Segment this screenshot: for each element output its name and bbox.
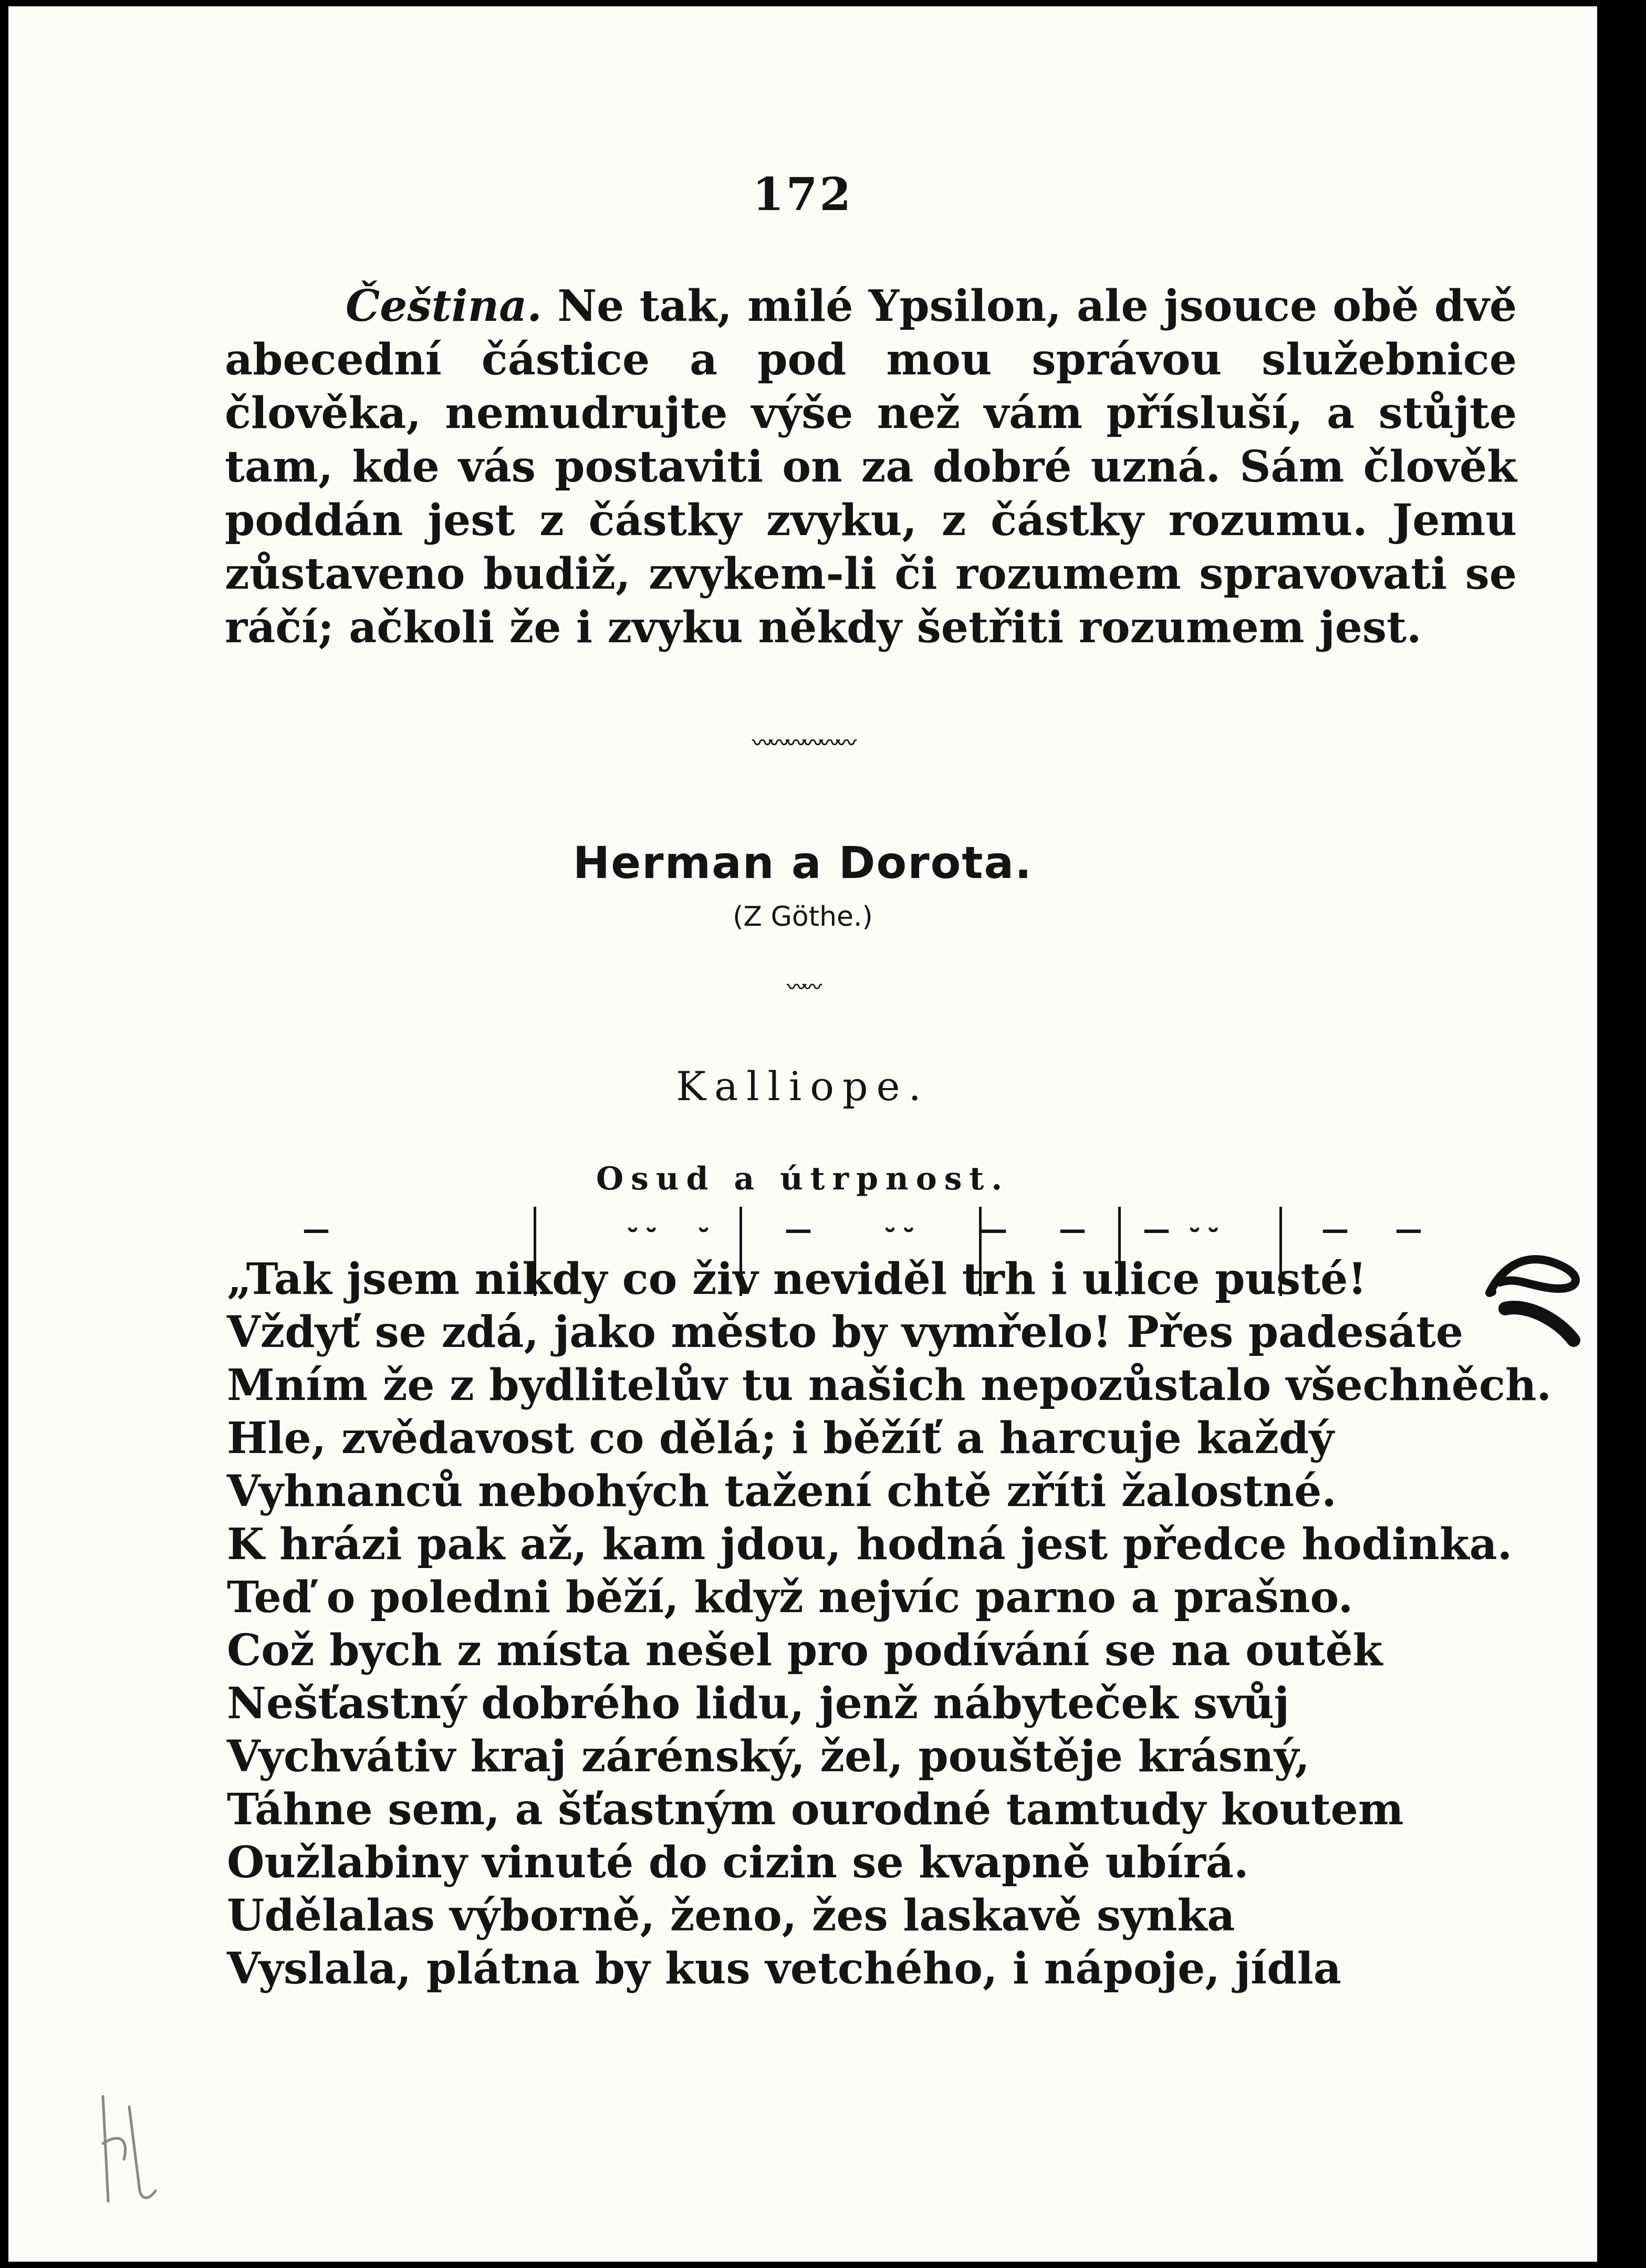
section-subtitle: (Z Göthe.): [733, 901, 873, 933]
ornamental-divider: 〰〰〰〰〰〰: [752, 731, 853, 755]
verse-line: Mním že z bydlitelův tu našich nepozůstalo všechněch.: [227, 1360, 1552, 1410]
verse-line: Udělalas výborně, ženo, žes laskavě synka: [227, 1890, 1235, 1941]
metrical-mark: —: [1143, 1214, 1170, 1246]
metrical-mark: —: [303, 1214, 330, 1246]
dialogue-text: [225, 279, 1517, 654]
verse-line: Vychvátiv kraj zárénský, žel, pouštěje krásný,: [227, 1731, 1310, 1782]
canto-title: Kalliope.: [676, 1063, 930, 1110]
page-number: 172: [752, 168, 853, 221]
metrical-mark: ⏑ ⏑: [628, 1214, 656, 1246]
metrical-mark: —: [785, 1214, 812, 1246]
metrical-mark: —: [1059, 1214, 1086, 1246]
verse-line: Nešťastný dobrého lidu, jenž nábyteček svůj: [227, 1678, 1290, 1729]
verse-line: Teď o poledni běží, když nejvíc parno a prašno.: [227, 1572, 1353, 1623]
ornamental-divider-short: 〰〰: [787, 977, 819, 998]
verse-block: [227, 1253, 1550, 1995]
metrical-mark: ⏑: [699, 1214, 709, 1246]
verse-line: Táhne sem, a šťastným ourodné tamtudy koutem: [227, 1784, 1404, 1835]
dialogue-paragraph: [225, 279, 1517, 654]
speaker-name: Čeština.: [346, 281, 542, 331]
canto-subtitle: Osud a útrpnost.: [596, 1161, 1010, 1197]
verse-line: Vždyť se zdá, jako město by vymřelo! Přes padesáte: [227, 1307, 1464, 1357]
book-page: [8, 6, 1597, 2262]
verse-line: Vyhnanců nebohých tažení chtě zříti žalostné.: [227, 1466, 1337, 1517]
section-title: Herman a Dorota.: [572, 837, 1033, 889]
pencil-margin-mark: [92, 2086, 161, 2212]
verse-line: Což bych z místa nešel pro podívání se na outěk: [227, 1625, 1383, 1676]
verse-line: K hrázi pak až, kam jdou, hodná jest předce hodinka.: [227, 1519, 1513, 1570]
verse-line: Oužlabiny vinuté do cizin se kvapně ubírá.: [227, 1837, 1249, 1888]
metrical-mark: —: [1395, 1214, 1422, 1246]
verse-line: „Tak jsem nikdy co živ neviděl trh i ulice pusté!: [227, 1254, 1367, 1304]
dialogue-body: Ne tak, milé Ypsilon, ale jsouce obě dvě abecední částice a pod mou správou služebnice člověka, nemudrujte výše než vám přísluší, a stůjte tam, kde vás postaviti on za dobré uzná. Sám člověk poddán jest z částky zvyku, z částky rozumu. Jemu zůstaveno budiž, zvykem-li či rozumem spravovati se ráčí; ačkoli že i zvyku někdy šetřiti rozumem jest.: [225, 281, 1517, 653]
verse-line: Hle, zvědavost co dělá; i běžíť a harcuje každý: [227, 1413, 1334, 1464]
metrical-mark: ⏑ ⏑: [1190, 1214, 1218, 1246]
metrical-mark: —: [1321, 1214, 1349, 1246]
metrical-mark: ⏑ ⏑: [885, 1214, 913, 1246]
handwritten-ink-mark: [1484, 1230, 1589, 1356]
metrical-mark: —: [980, 1214, 1007, 1246]
verse-line: Vyslala, plátna by kus vetchého, i nápoje, jídla: [227, 1943, 1341, 1994]
